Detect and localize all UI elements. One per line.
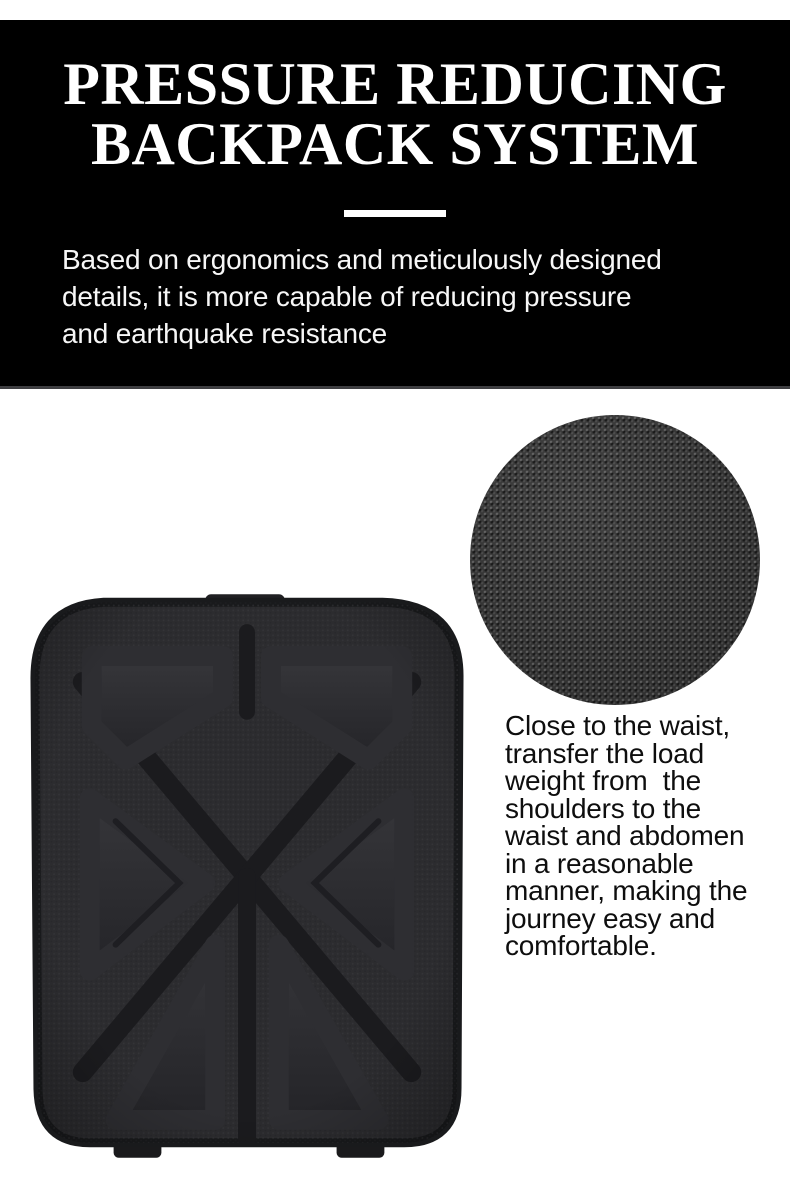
- benefit-line: waist and abdomen: [505, 820, 745, 851]
- lighting-vignette: [28, 594, 466, 1161]
- back-pad-illustration: [28, 592, 466, 1164]
- title-divider-bar: [344, 210, 446, 217]
- waist-benefit-text: [505, 712, 780, 960]
- subtitle-line: Based on ergonomics and meticulously designed: [62, 244, 662, 275]
- page-title: [0, 51, 790, 177]
- benefit-line: transfer the load: [505, 737, 704, 769]
- benefit-line: in a reasonable: [505, 847, 694, 879]
- subtitle-line: and earthquake resistance: [62, 318, 387, 349]
- hero-subtitle: [0, 241, 790, 352]
- benefit-line: comfortable.: [505, 930, 657, 961]
- benefit-line: weight from the: [505, 765, 701, 796]
- benefit-line: journey easy and: [505, 902, 716, 934]
- benefit-line: manner, making the: [505, 875, 748, 906]
- back-pad-photo: [28, 592, 466, 1164]
- title-line-1: PRESSURE REDUCING: [63, 51, 727, 117]
- subtitle-line: details, it is more capable of reducing pressure: [62, 281, 632, 312]
- hero-section: [0, 20, 790, 389]
- benefit-line: Close to the waist,: [505, 710, 730, 741]
- fabric-texture-detail-circle: [470, 415, 760, 705]
- title-line-2: BACKPACK SYSTEM: [90, 111, 700, 177]
- benefit-line: shoulders to the: [505, 792, 702, 824]
